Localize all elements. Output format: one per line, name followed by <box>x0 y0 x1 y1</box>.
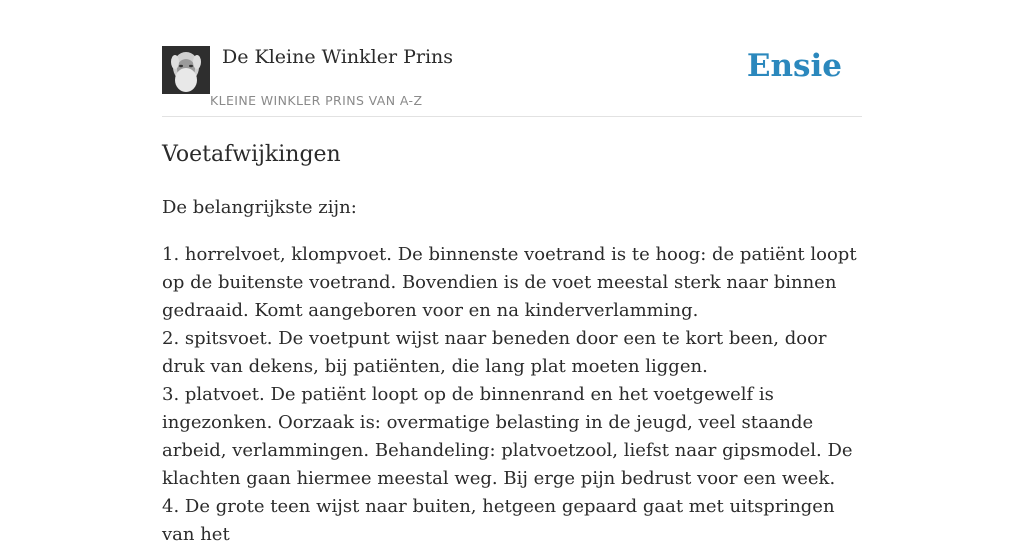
author-avatar[interactable] <box>162 46 210 94</box>
article-title: Voetafwijkingen <box>162 142 341 167</box>
site-subtitle[interactable]: KLEINE WINKLER PRINS VAN A-Z <box>210 93 423 108</box>
brand-logo[interactable]: Ensie <box>746 48 842 84</box>
list-item: 4. De grote teen wijst naar buiten, hetgeen gepaard gaat met uitspringen van het <box>162 496 835 545</box>
article-items <box>162 241 866 549</box>
list-item: 3. platvoet. De patiënt loopt op de binnenrand en het voetgewelf is ingezonken. Oorzaak is: overmatige belasting in de jeugd, veel staande arbeid, verlammingen. Behandeling: platvoetzool, liefst naar gipsmodel. De klachten gaan hiermee meestal weg. Bij erge pijn bedrust voor een week. <box>162 384 853 489</box>
portrait-image <box>162 46 210 94</box>
list-item: 1. horrelvoet, klompvoet. De binnenste voetrand is te hoog: de patiënt loopt op de buitenste voetrand. Bovendien is de voet meestal sterk naar binnen gedraaid. Komt aangeboren voor en na kinderverlamming. <box>162 244 857 321</box>
site-title[interactable]: De Kleine Winkler Prins <box>222 46 454 68</box>
list-item: 2. spitsvoet. De voetpunt wijst naar beneden door een te kort been, door druk van dekens, bij patiënten, die lang plat moeten liggen. <box>162 328 827 377</box>
article-intro: De belangrijkste zijn: <box>162 197 357 218</box>
header <box>162 44 862 117</box>
article <box>162 140 866 549</box>
